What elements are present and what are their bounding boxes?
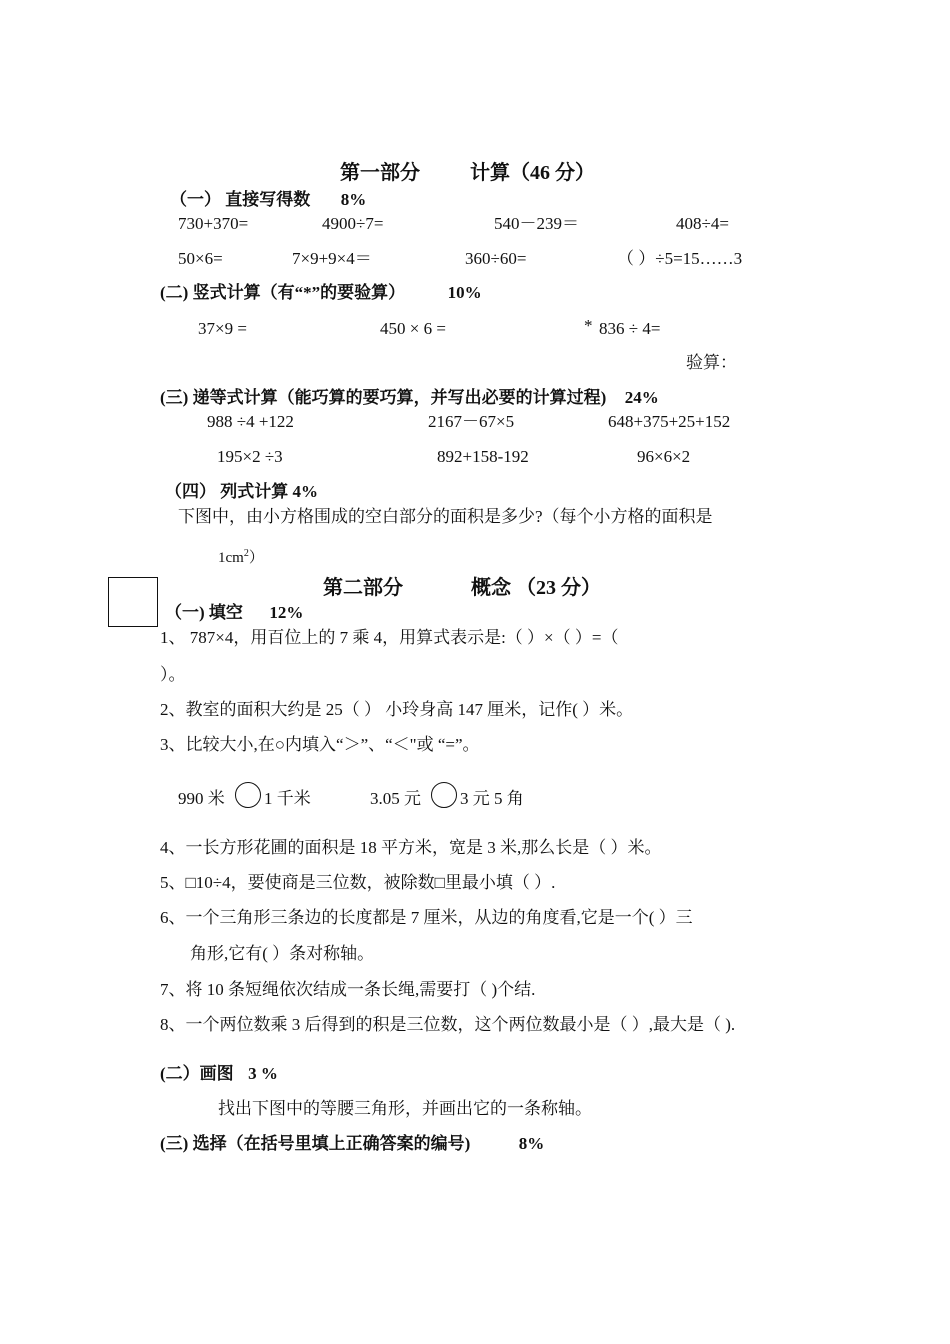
s2-3-pct: 8% — [518, 1134, 545, 1153]
compare1-right: 1 千米 — [264, 789, 311, 808]
s1-1-heading-text: （一） 直接写得数 — [170, 190, 311, 209]
unit-close: ） — [248, 550, 264, 566]
s2-1-heading — [165, 603, 303, 623]
oral-calc: 7×9+9×4＝ — [292, 249, 372, 268]
s2-2-text: 找出下图中的等腰三角形，并画出它的一条称轴。 — [218, 1099, 592, 1118]
q7: 7、将 10 条短绳依次结成一条长绳,需要打（ )个结. — [160, 980, 536, 999]
q2: 2、教室的面积大约是 25（ ） 小玲身高 147 厘米，记作( ）米。 — [160, 700, 634, 719]
step-calc: 648+375+25+152 — [608, 412, 731, 431]
compare2-right: 3 元 5 角 — [460, 789, 524, 808]
step-calc: 96×6×2 — [637, 447, 691, 466]
oral-calc: 540－239＝ — [494, 214, 579, 233]
s1-1-pct: 8% — [340, 190, 367, 209]
s1-3-heading-text: (三) 递等式计算（能巧算的要巧算，并写出必要的计算过程) — [160, 388, 607, 407]
s2-3-heading — [160, 1134, 544, 1154]
step-calc: 195×2 ÷3 — [217, 447, 283, 466]
part1-title-a: 第一部分 — [340, 162, 420, 184]
s2-2-heading-text: (二）画图 — [160, 1064, 234, 1083]
oral-calc: 730+370= — [178, 214, 249, 233]
q6-line2: 角形,它有( ）条对称轴。 — [190, 944, 375, 963]
compare-circle-1[interactable] — [235, 782, 261, 808]
s1-4-heading: （四） 列式计算 4% — [165, 482, 318, 501]
s2-1-pct: 12% — [269, 603, 304, 622]
oral-calc: 408÷4= — [676, 214, 729, 233]
q6-line1: 6、一个三角形三条边的长度都是 7 厘米，从边的角度看,它是一个( ）三 — [160, 908, 693, 927]
s2-3-heading-text: (三) 选择（在括号里填上正确答案的编号) — [160, 1134, 471, 1153]
s1-2-pct: 10% — [447, 283, 482, 302]
s1-3-heading — [160, 388, 659, 408]
unit-text: 1cm — [218, 550, 244, 566]
q5: 5、□10÷4，要使商是三位数，被除数□里最小填（ ）. — [160, 873, 556, 892]
grid-square-figure — [108, 577, 158, 627]
s2-2-heading — [160, 1064, 278, 1084]
part2-title-a: 第二部分 — [323, 577, 403, 599]
q3: 3、比较大小,在○内填入“＞”、“＜"或 “=”。 — [160, 735, 480, 754]
vertical-calc: 37×9 = — [198, 319, 247, 338]
s1-3-pct: 24% — [624, 388, 659, 407]
s1-4-unit — [218, 544, 264, 568]
step-calc: 2167－67×5 — [428, 412, 515, 431]
compare1-left: 990 米 — [178, 789, 225, 808]
step-calc: 892+158-192 — [437, 447, 529, 466]
s1-4-question: 下图中，由小方格围成的空白部分的面积是多少?（每个小方格的面积是 — [178, 507, 713, 526]
oral-calc: 360÷60= — [465, 249, 527, 268]
q4: 4、一长方形花圃的面积是 18 平方米，宽是 3 米,那么长是（ ）米。 — [160, 838, 662, 857]
q1-line2: ）。 — [160, 665, 186, 684]
s1-2-heading-text: (二) 竖式计算（有“*”的要验算） — [160, 283, 406, 302]
step-calc: 988 ÷4 +122 — [207, 412, 294, 431]
unit-sup: 2 — [243, 548, 249, 559]
vertical-calc: 450 × 6 = — [380, 319, 446, 338]
oral-calc: 50×6= — [178, 249, 223, 268]
part1-title — [340, 163, 595, 183]
vertical-calc: 836 ÷ 4= — [599, 319, 661, 338]
s2-2-pct: 3 % — [248, 1064, 278, 1083]
part2-title-b: 概念 （23 分） — [471, 577, 601, 599]
star-mark: * — [584, 316, 593, 335]
compare2-left: 3.05 元 — [370, 789, 421, 808]
q8: 8、一个两位数乘 3 后得到的积是三位数，这个两位数最小是（ ）,最大是（ ). — [160, 1015, 736, 1034]
q1-line1: 1、 787×4，用百位上的 7 乘 4，用算式表示是:（ ）×（ ）=（ — [160, 628, 619, 647]
check-label: 验算： — [686, 353, 737, 372]
compare-circle-2[interactable] — [431, 782, 457, 808]
s1-2-heading — [160, 283, 482, 303]
part2-title — [323, 578, 601, 598]
part1-title-b: 计算（46 分） — [470, 162, 595, 184]
oral-calc: 4900÷7= — [322, 214, 384, 233]
s2-1-heading-text: （一) 填空 — [165, 603, 243, 622]
s1-1-heading — [170, 190, 366, 210]
oral-calc: （ ）÷5=15……3 — [617, 249, 743, 268]
